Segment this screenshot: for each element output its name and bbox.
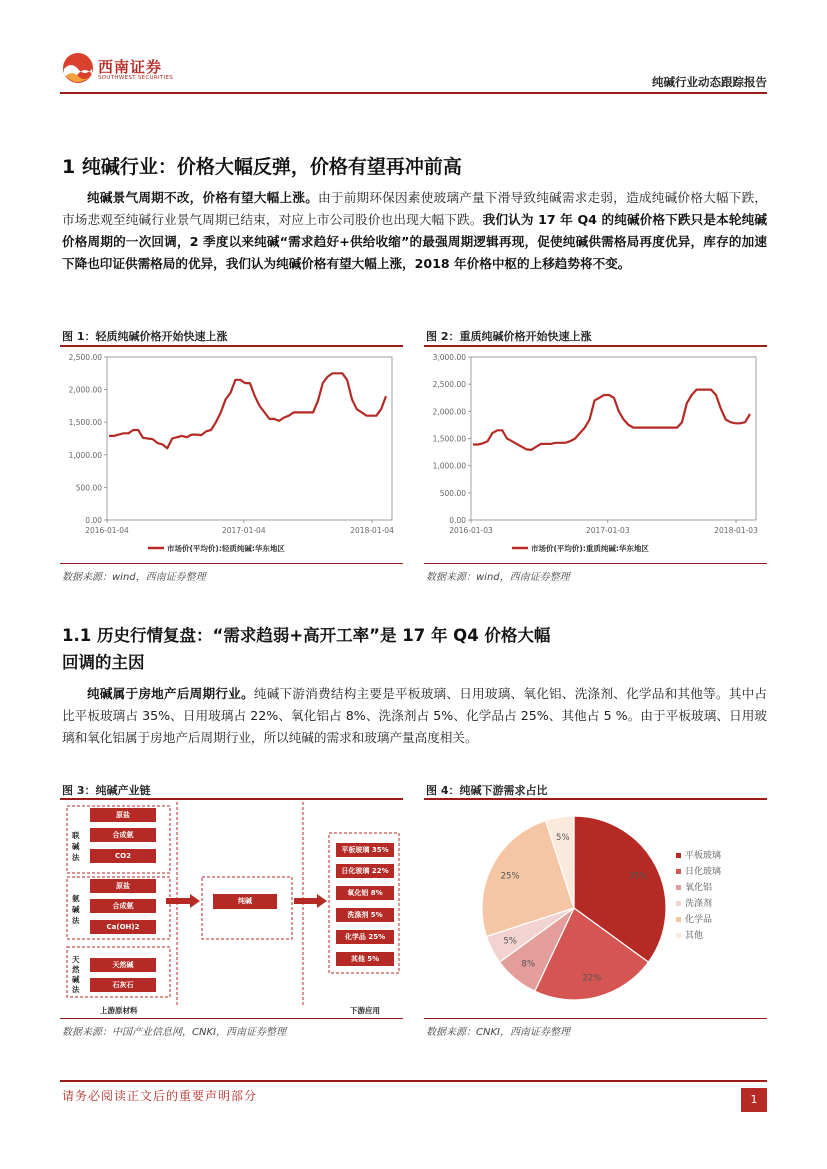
y-tick-label: 0.00 [85, 516, 102, 525]
legend-label: 化学品 [685, 915, 713, 925]
downstream-item: 氧化铝 8% [336, 886, 394, 900]
fig1-title: 图 1：轻质纯碱价格开始快速上涨 [62, 330, 228, 343]
upstream-label: 上游原材料 [100, 1006, 138, 1015]
legend-label: 市场价(平均价):轻质纯碱:华东地区 [167, 544, 285, 553]
y-tick-label: 1,000.00 [68, 450, 102, 460]
logo-en: SOUTHWEST SECURITIES [98, 75, 174, 81]
fig1-chart [60, 347, 403, 559]
fig2-chart [424, 347, 767, 559]
method3-item: 石灰石 [90, 978, 156, 992]
x-tick-label: 2016-01-04 [85, 526, 129, 535]
downstream-item: 洗涤剂 5% [336, 908, 394, 922]
method2-item: Ca(OH)2 [90, 920, 156, 934]
y-tick-label: 0.00 [449, 516, 466, 525]
para-bold-2: 我们认为 17 年 Q4 的纯碱价格下跌只是本轮纯碱价格周期的一次回调，2 季度以来纯碱“需求趋好+供给收缩”的最强周期逻辑再现，促使纯碱供需格局再度优异，库存的加速下降也印证供需格局的优异，我们认为纯碱价格有望大幅上涨，2018 年价格中枢的上移趋势将不变。 [62, 212, 767, 271]
method2-label: 氨碱法 [72, 894, 80, 925]
downstream-label: 下游应用 [350, 1006, 380, 1015]
section1-paragraph [62, 187, 767, 275]
legend-label: 氧化铝 [685, 883, 713, 893]
soda-ash-box: 纯碱 [213, 894, 277, 909]
legend-swatch [676, 901, 681, 906]
method1-item: CO2 [90, 849, 156, 863]
downstream-item: 化学品 25% [336, 930, 394, 944]
section11-heading [62, 622, 767, 676]
section11-heading-line1: 1.1 历史行情复盘：“需求趋弱+高开工率”是 17 年 Q4 价格大幅 [62, 626, 551, 645]
x-tick-label: 2016-01-03 [449, 526, 493, 535]
report-title: 纯碱行业动态跟踪报告 [652, 75, 767, 89]
downstream-item: 日化玻璃 22% [336, 864, 394, 878]
fig3-source: 数据来源：中国产业信息网，CNKI，西南证券整理 [62, 1027, 286, 1038]
legend-label: 洗涤剂 [685, 899, 713, 909]
legend-label: 市场价(平均价):重质纯碱:华东地区 [531, 544, 649, 553]
fig3-bottom-rule [60, 1018, 403, 1019]
legend-swatch [676, 869, 681, 874]
pie-data-label: 8% [521, 959, 536, 970]
method3-label: 天然碱法 [72, 955, 80, 994]
fig2-title: 图 2：重质纯碱价格开始快速上涨 [426, 330, 592, 343]
method1-item: 合成氨 [90, 828, 156, 842]
y-tick-label: 2,000.00 [432, 407, 466, 417]
y-tick-label: 1,500.00 [432, 434, 466, 444]
y-tick-label: 2,500.00 [68, 353, 102, 362]
para-normal-1: 由于前期环保因素使玻璃产量下滑导致纯碱需求走弱，造成纯碱价格大幅下跌，市场悲观至纯碱行业景气周期已结束，对应上市公司股价也出现大幅下跌。 [62, 190, 768, 227]
fig3-diagram [60, 800, 403, 1017]
section11-paragraph [62, 683, 767, 749]
plot-area [471, 357, 756, 520]
legend-label: 日化玻璃 [685, 867, 722, 877]
pie-data-label: 5% [556, 833, 570, 844]
downstream-item: 其他 5% [336, 952, 394, 966]
para11-bold: 纯碱属于房地产后周期行业。 [87, 686, 254, 701]
para-bold-1: 纯碱景气周期不改，价格有望大幅上涨。 [87, 190, 319, 205]
pie-data-label: 5% [503, 936, 517, 947]
pie-data-label: 22% [582, 973, 602, 984]
logo [62, 50, 182, 86]
fig2-bottom-rule [424, 563, 767, 564]
sun-wave-logo-icon [62, 52, 94, 84]
fig4-pie-chart [424, 800, 767, 1017]
legend-swatch [676, 853, 681, 858]
logo-cn: 西南证券 [98, 58, 163, 76]
method1-item: 原盐 [90, 808, 156, 822]
fig1-source: 数据来源：wind，西南证券整理 [62, 572, 206, 583]
method2-item: 合成氨 [90, 899, 156, 913]
header-divider [60, 92, 767, 94]
downstream-item: 平板玻璃 35% [336, 843, 394, 857]
legend-label: 其他 [685, 931, 704, 941]
fig4-source: 数据来源：CNKI，西南证券整理 [426, 1027, 570, 1038]
legend-label: 平板玻璃 [685, 851, 722, 861]
method1-label: 联碱法 [72, 831, 80, 862]
page-number: 1 [741, 1088, 767, 1112]
method3-item: 天然碱 [90, 958, 156, 972]
section11-heading-line2: 回调的主因 [62, 653, 145, 672]
y-tick-label: 2,500.00 [432, 380, 466, 390]
x-tick-label: 2017-01-04 [222, 526, 266, 535]
pie-data-label: 35% [628, 871, 648, 882]
fig3-title: 图 3：纯碱产业链 [62, 784, 151, 797]
fig2-source: 数据来源：wind，西南证券整理 [426, 572, 570, 583]
x-tick-label: 2017-01-03 [586, 526, 630, 535]
y-tick-label: 2,000.00 [68, 385, 102, 395]
legend-swatch [676, 917, 681, 922]
y-tick-label: 1,500.00 [68, 418, 102, 428]
para11-normal: 纯碱下游消费结构主要是平板玻璃、日用玻璃、氧化铝、洗涤剂、化学品和其他等。其中占比平板玻璃占 35%、日用玻璃占 22%、氧化铝占 8%、洗涤剂占 5%、化学品占 25%、其他占 5 %。由于平板玻璃、日用玻璃和氧化铝属于房地产后周期行业，所以纯碱的需求和玻璃产量高度相关。 [62, 686, 768, 745]
y-tick-label: 500.00 [75, 483, 102, 493]
section1-heading: 1 纯碱行业：价格大幅反弹，价格有望再冲前高 [62, 156, 462, 178]
y-tick-label: 3,000.00 [432, 353, 466, 362]
y-tick-label: 500.00 [439, 488, 466, 498]
footer-divider [60, 1080, 767, 1082]
x-tick-label: 2018-01-03 [714, 526, 758, 535]
pie-data-label: 25% [500, 871, 520, 882]
footer-disclaimer: 请务必阅读正文后的重要声明部分 [62, 1089, 258, 1103]
fig1-bottom-rule [60, 563, 403, 564]
fig4-title: 图 4：纯碱下游需求占比 [426, 784, 548, 797]
legend-swatch [676, 933, 681, 938]
fig4-bottom-rule [424, 1018, 767, 1019]
x-tick-label: 2018-01-04 [350, 526, 394, 535]
y-tick-label: 1,000.00 [432, 461, 466, 471]
legend-swatch [676, 885, 681, 890]
method2-item: 原盐 [90, 879, 156, 893]
